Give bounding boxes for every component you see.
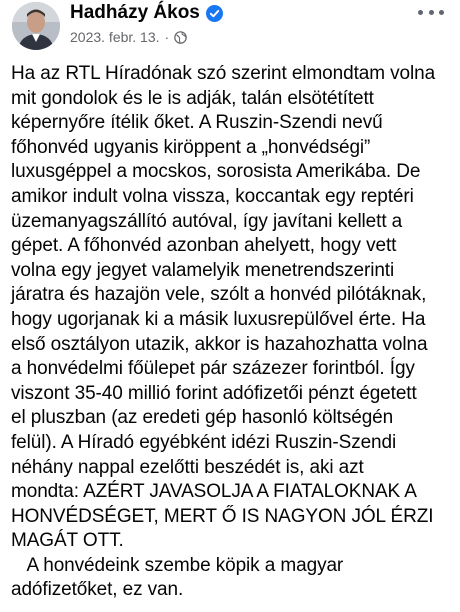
post-header [0, 0, 460, 62]
more-dot [439, 10, 444, 15]
author-name[interactable]: Hadházy Ákos [70, 2, 200, 23]
meta-separator: · [164, 29, 170, 45]
more-options-icon[interactable] [418, 4, 444, 20]
avatar[interactable] [12, 2, 60, 50]
post-date[interactable]: 2023. febr. 13. [70, 29, 160, 45]
author-row [70, 1, 223, 25]
more-dot [418, 10, 423, 15]
post-text: Ha az RTL Híradónak szó szerint elmondtam volna mit gondolok és le is adják, talán elsötétített képernyőre ítélik őket. A Ruszin-Szendi nevű főhonvéd ugyanis kiröppent a „honvédségi” luxusgéppel a mocskos, sorosista Amerikába. De amikor indult volna vissza, koccantak egy reptéri üzemanyagszállító autóval, így javítani kellett a gépet. A főhonvéd azonban ahelyett, hogy vett volna egy jegyet valamelyik menetrendszerinti járatra és hazajön vele, szólt a honvéd pilótáknak, hogy ugorjanak ki a másik luxusrepülővel érte. Ha első osztályon utazik, akkor is hazahozhatta volna a honvédelmi főülepet pár százezer forintból. Így viszont 35-40 millió forint adófizetői pénzt égetett el pluszban (az eredeti gép hasonló költségén felül). A Híradó egyébként idézi Ruszin-Szendi néhány nappal ezelőtti beszédét is, aki azt mondta: AZÉRT JAVASOLJA A FIATALOKNAK A HONVÉDSÉGET, MERT Ő IS NAGYON JÓL ÉRZI MAGÁT OTT. A honvédeink szembe köpik a magyar adófizetőket, ez van. [11, 63, 436, 601]
verified-badge-icon [206, 5, 223, 22]
globe-icon[interactable] [174, 31, 187, 44]
more-dot [429, 10, 434, 15]
post-meta [70, 28, 187, 46]
